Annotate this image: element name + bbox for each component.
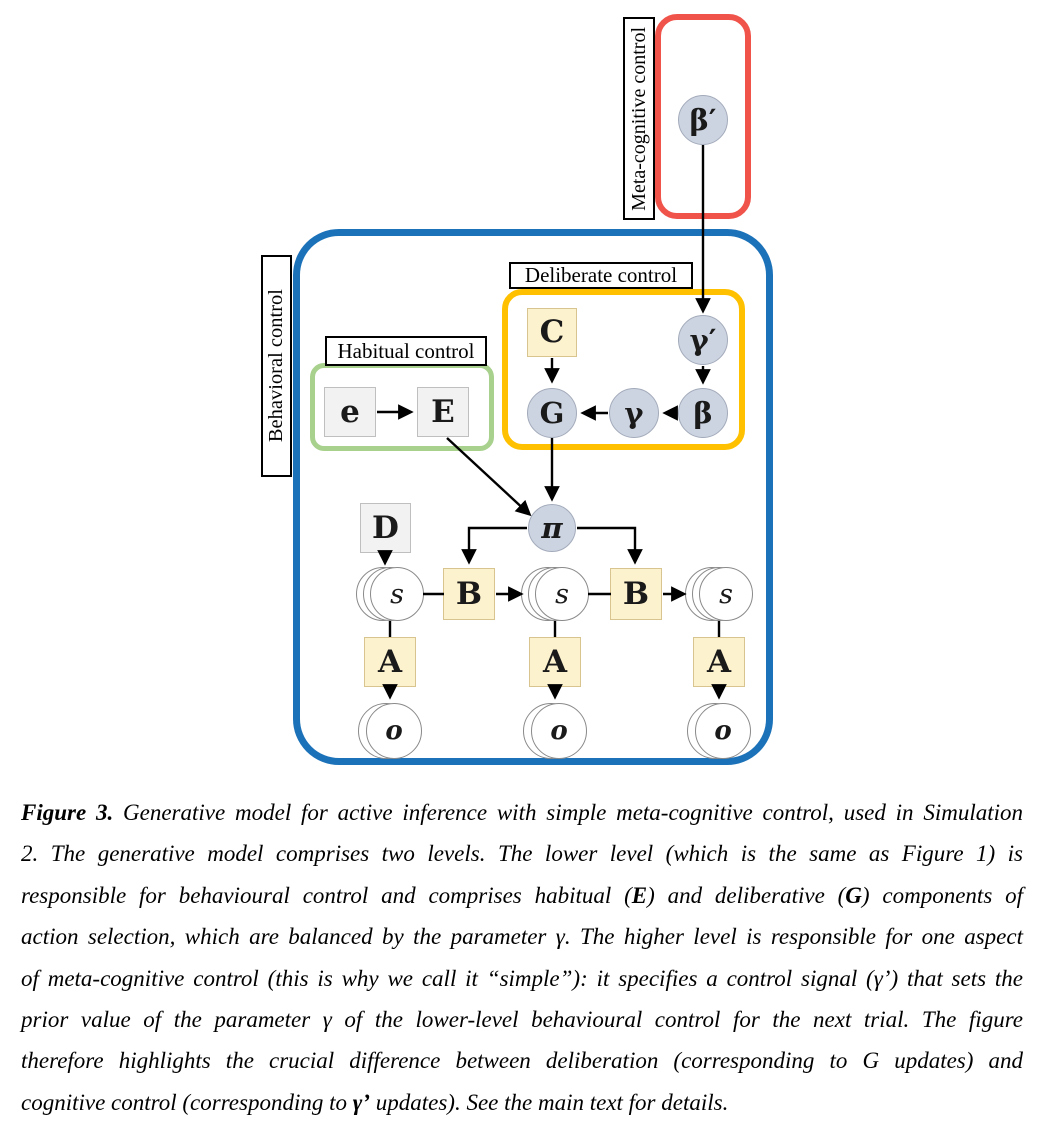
caption-segment: ) components of xyxy=(861,882,1024,908)
deliberate-control-label-text: Deliberate control xyxy=(524,263,678,287)
node-G-label: G xyxy=(539,395,565,430)
caption-line xyxy=(21,875,1023,916)
node-C xyxy=(527,308,577,357)
node-o-2 xyxy=(523,703,587,759)
node-beta xyxy=(678,388,728,438)
node-G xyxy=(527,388,577,438)
node-e xyxy=(324,387,376,437)
node-A-1-label: A xyxy=(377,643,403,680)
meta-cognitive-control-label-text: Meta-cognitive control xyxy=(627,26,650,211)
node-B-2-label: B xyxy=(622,575,650,612)
node-beta-prime-label: β′ xyxy=(689,102,717,137)
node-beta-label: β xyxy=(693,395,713,430)
node-C-label: C xyxy=(539,314,565,350)
node-gamma-prime-label: γ′ xyxy=(689,322,717,357)
deliberate-control-label xyxy=(509,262,693,289)
node-D-label: D xyxy=(372,509,399,546)
node-A-1 xyxy=(364,637,416,687)
behavioral-control-label xyxy=(261,255,292,477)
caption-bold-segment: γ’ xyxy=(352,1089,370,1115)
node-beta-prime xyxy=(678,95,728,145)
caption-segment: prior value of the parameter γ of the lower-level behavioural control for the next trial. The figure xyxy=(21,1006,1023,1032)
node-o-3-label: o xyxy=(714,716,732,746)
caption-bold-segment: G xyxy=(845,882,862,908)
caption-line xyxy=(21,833,1023,874)
node-A-2-label: A xyxy=(542,643,568,680)
node-s-3-label: s xyxy=(719,578,733,610)
caption-segment: Generative model for active inference with simple meta-cognitive control, used in Simulation xyxy=(113,800,1023,825)
node-s-3 xyxy=(685,567,753,621)
node-B-1-label: B xyxy=(455,575,483,612)
caption-line xyxy=(21,916,1023,957)
node-s-1-label: s xyxy=(390,578,404,610)
habitual-control-label-text: Habitual control xyxy=(337,338,475,363)
node-s-1-front-circle xyxy=(370,567,424,621)
caption-segment: of meta-cognitive control (this is why we call it “simple”): it specifies a control signal (γ’) that sets the xyxy=(21,965,1023,991)
node-D xyxy=(360,503,411,553)
node-o-1-label: o xyxy=(385,716,403,746)
caption-segment: updates). See the main text for details. xyxy=(369,1089,729,1115)
habitual-control-label xyxy=(325,336,487,366)
node-pi-label: π xyxy=(541,510,563,545)
caption-segment: ) and deliberative ( xyxy=(647,882,846,908)
node-s-3-front-circle xyxy=(699,567,753,621)
caption-segment: action selection, which are balanced by the parameter γ. The higher level is responsible for one aspect xyxy=(21,924,1023,950)
node-e-label: e xyxy=(340,393,360,430)
node-E-label: E xyxy=(431,393,455,430)
node-A-2 xyxy=(529,637,581,687)
node-o-2-label: o xyxy=(550,716,568,746)
node-o-2-front-circle xyxy=(531,703,587,759)
caption-segment: cognitive control (corresponding to xyxy=(21,1089,353,1115)
caption-bold-segment: E xyxy=(631,882,648,908)
node-pi xyxy=(528,504,576,552)
caption-line xyxy=(21,1040,1023,1081)
node-gamma xyxy=(609,388,659,438)
node-s-2-front-circle xyxy=(535,567,589,621)
node-E xyxy=(417,387,469,437)
node-gamma-prime xyxy=(678,315,728,365)
node-o-1 xyxy=(358,703,422,759)
caption-segment: 2. The generative model comprises two levels. The lower level (which is the same as Figure 1) is xyxy=(21,841,1023,867)
caption-segment: responsible for behavioural control and comprises habitual ( xyxy=(21,882,632,908)
node-s-2 xyxy=(521,567,589,621)
figure-caption xyxy=(21,792,1023,1123)
caption-bold-segment: Figure 3. xyxy=(21,800,114,825)
node-o-1-front-circle xyxy=(366,703,422,759)
node-gamma-label: γ xyxy=(624,395,644,430)
caption-line xyxy=(21,792,1023,833)
caption-line xyxy=(21,1082,1023,1123)
behavioral-control-label-text: Behavioral control xyxy=(265,289,287,443)
caption-segment: therefore highlights the crucial difference between deliberation (corresponding to G updates) and xyxy=(21,1048,1023,1074)
meta-cognitive-control-label xyxy=(623,17,655,220)
node-o-3 xyxy=(687,703,751,759)
node-A-3-label: A xyxy=(706,643,732,680)
caption-line xyxy=(21,958,1023,999)
node-s-2-label: s xyxy=(555,578,569,610)
node-A-3 xyxy=(693,637,745,687)
node-B-1 xyxy=(443,568,495,620)
node-o-3-front-circle xyxy=(695,703,751,759)
node-s-1 xyxy=(356,567,424,621)
caption-line xyxy=(21,999,1023,1040)
node-B-2 xyxy=(610,568,662,620)
